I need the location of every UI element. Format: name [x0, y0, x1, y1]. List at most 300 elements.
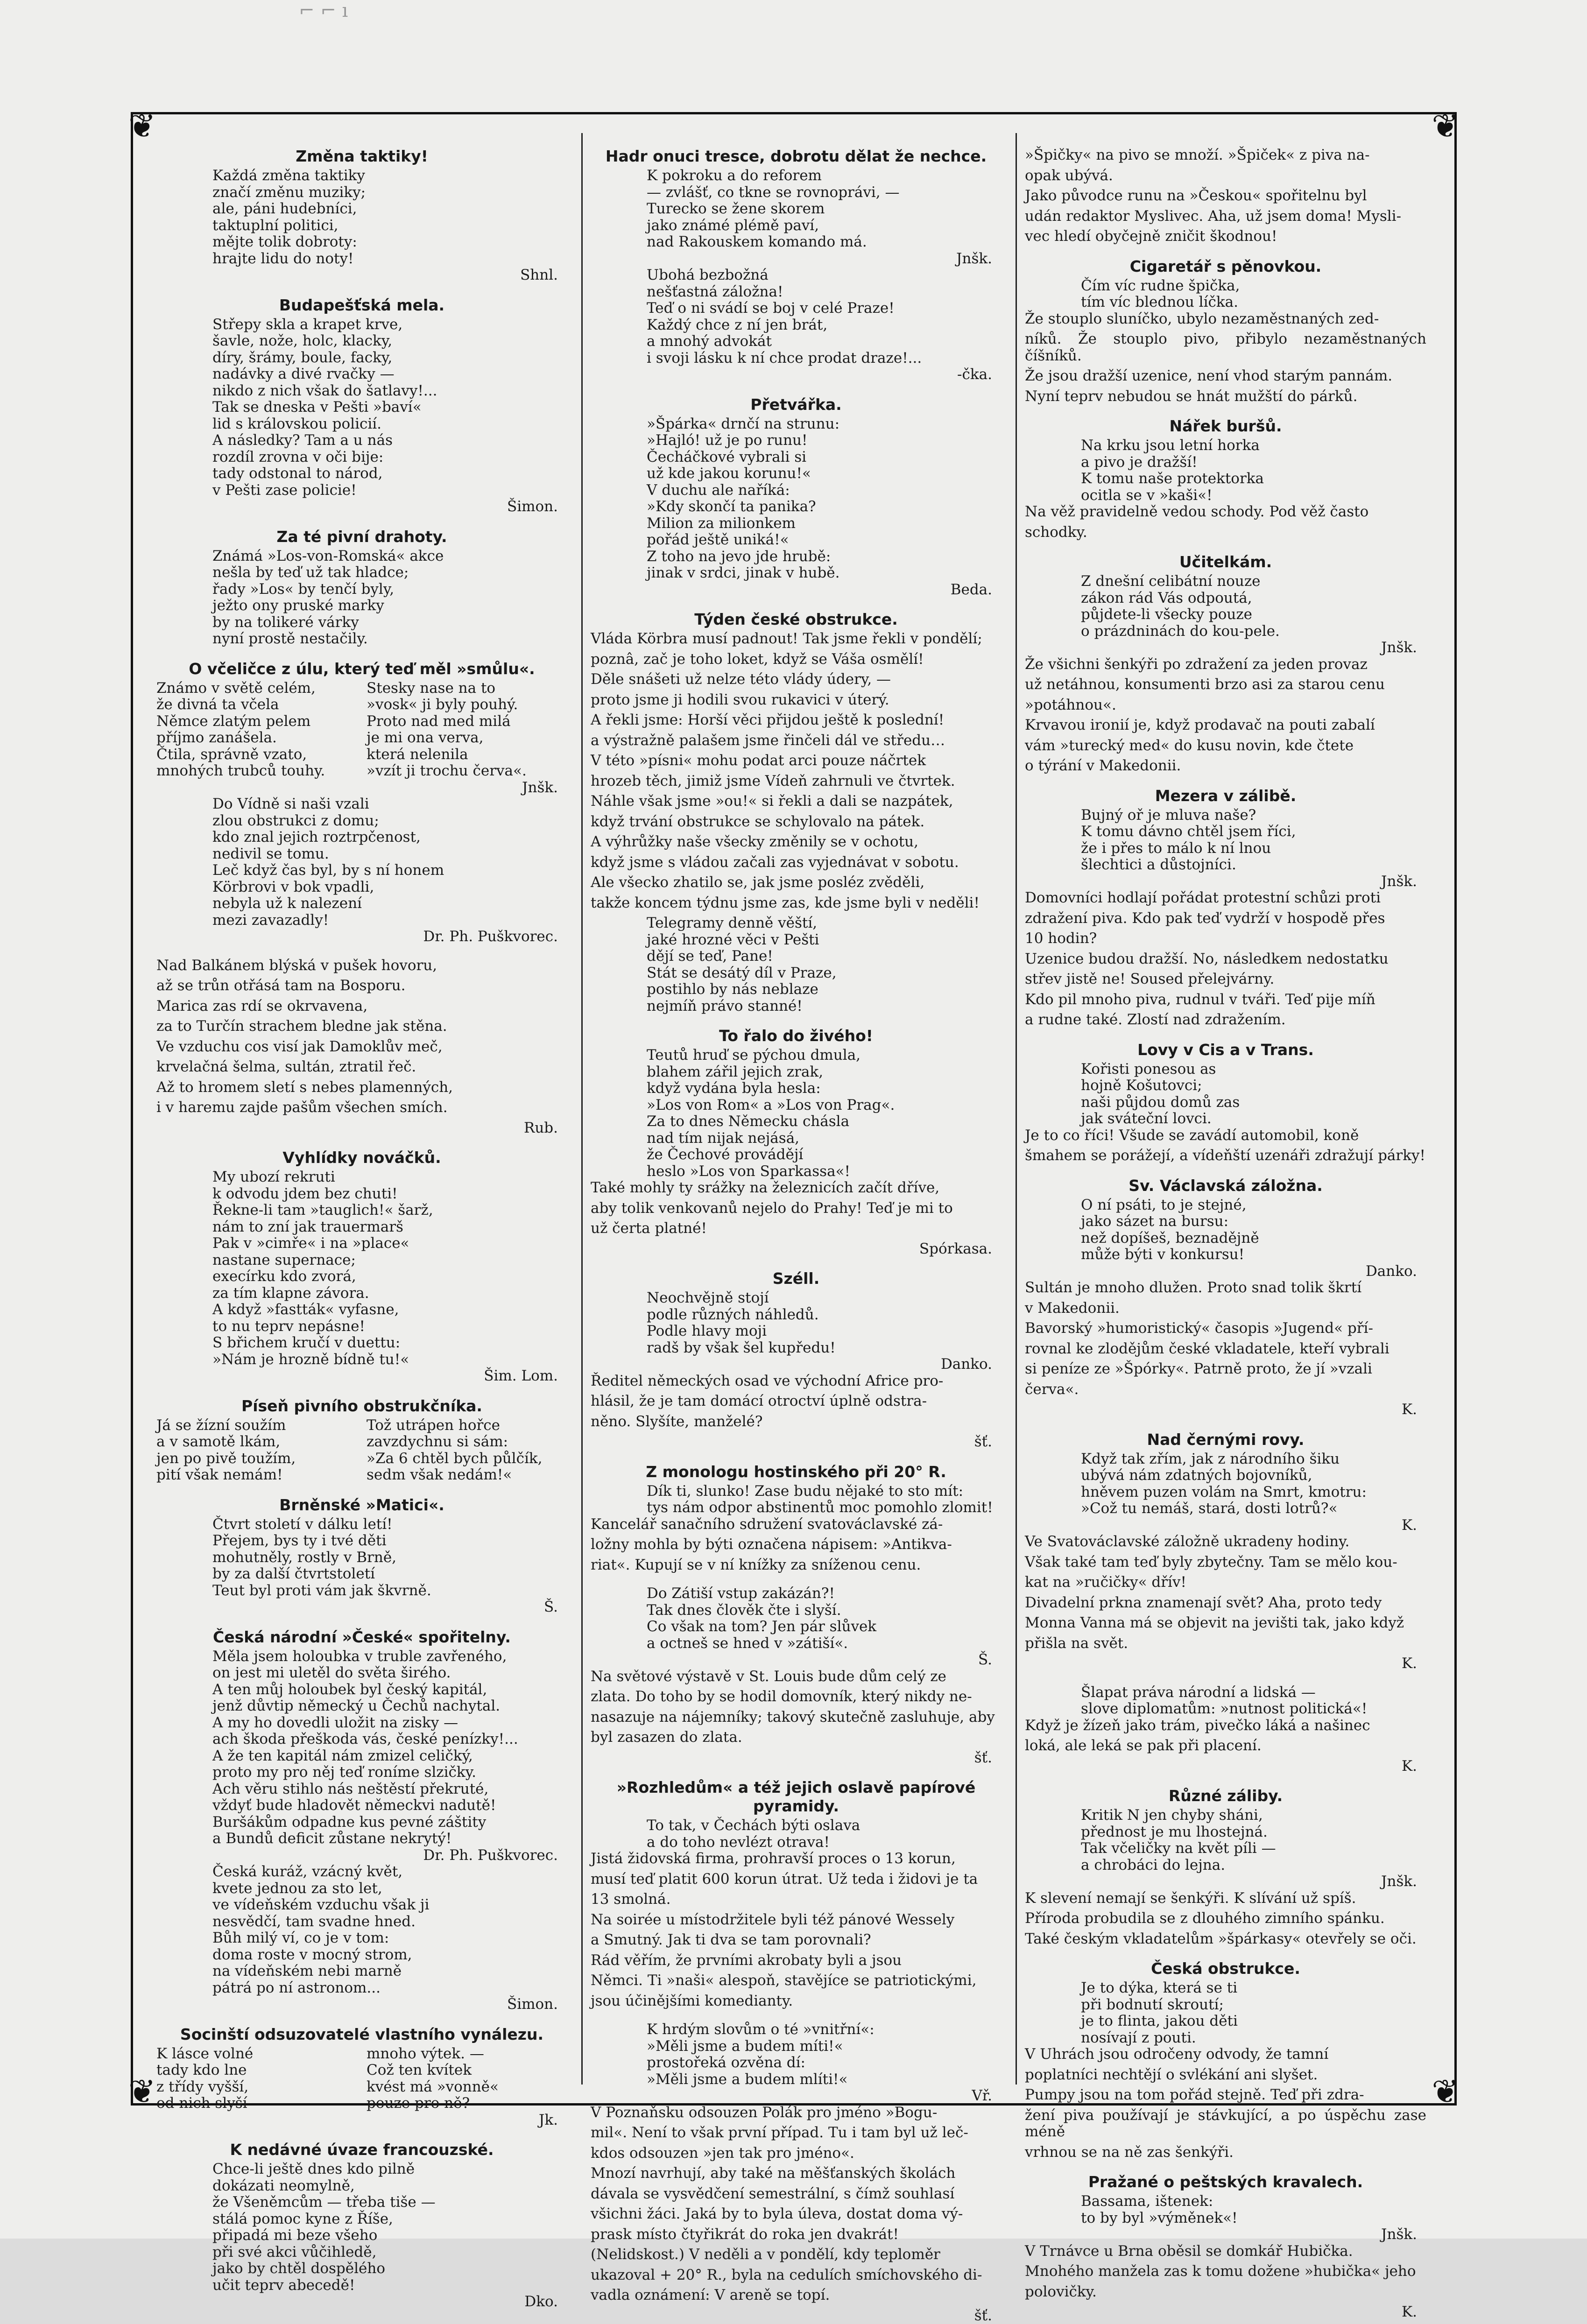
author-signature: Šim. Lom. [156, 1368, 567, 1385]
text-line: nesvědčí, tam svadne hned. [212, 1914, 567, 1930]
text-line: Česká kuráž, vzácný květ, [212, 1864, 567, 1880]
text-line: naši půjdou domů zas [1081, 1094, 1426, 1111]
verse-block [591, 1585, 1002, 1652]
text-line: zavzdychnu si sám: [367, 1434, 567, 1451]
article-title: Píseň pivního obstrukčníka. [156, 1397, 567, 1416]
article-title: Nářek buršů. [1025, 417, 1426, 436]
text-line: Přejem, bys ty i tvé děti [212, 1533, 567, 1549]
text-line: — zvlášť, co tkne se rovnoprávi, — [647, 184, 1002, 201]
author-signature: šť. [591, 1750, 1002, 1767]
text-line: blahem zářil jejich zrak, [647, 1064, 1002, 1081]
text-line: zákon rád Vás odpoutá, [1081, 590, 1426, 607]
verse-block [156, 1169, 567, 1368]
article [591, 395, 1002, 599]
text-line: O ní psáti, to je stejné, [1081, 1197, 1426, 1214]
text-line: nyní prostě nestačily. [212, 631, 567, 648]
prose-block [591, 1669, 1002, 1746]
column-rule [581, 133, 583, 2085]
text-line: Ale všecko zhatilo se, jak jsme posléz zvěděli, [591, 874, 1002, 891]
text-line: přednost je mu lhostejná. [1081, 1824, 1426, 1841]
text-line: nastane supernace; [212, 1252, 567, 1269]
text-line: Nad Balkánem blýská v pušek hovoru, [156, 958, 567, 974]
text-line: Že jsou dražší uzenice, není vhod starým pannám. [1025, 368, 1426, 385]
author-signature: Danko. [591, 1356, 1002, 1373]
verse-block [591, 1817, 1002, 1851]
text-line: než dopíšeš, beznadějně [1081, 1230, 1426, 1247]
text-line: musí teď platit 600 korun útrat. Už teda i židovi je ta [591, 1871, 1002, 1888]
text-line: Každý chce z ní jen brát, [647, 317, 1002, 334]
text-line: kvete jednou za sto let, [212, 1880, 567, 1897]
text-line: on jest mi uletěl do světa širého. [212, 1665, 567, 1682]
text-line: Měla jsem holoubka v truble zavřeného, [212, 1648, 567, 1665]
text-line: Tož utrápen hořce [367, 1417, 567, 1434]
text-line: aby tolik venkovanů nejelo do Prahy! Teď je mi to [591, 1200, 1002, 1217]
text-line: A výhrůžky naše všecky změnily se v ochotu, [591, 834, 1002, 851]
text-line: byl zasazen do zlata. [591, 1729, 1002, 1746]
text-line: Podle hlavy moji [647, 1323, 1002, 1340]
text-line: Monna Vanna má se objevit na jevišti tak, jako když [1025, 1615, 1426, 1632]
text-line: Körbrovi v bok vpadli, [212, 879, 567, 896]
text-line: Mnohého manžela zas k tomu dožene »hubička« jeho [1025, 2263, 1426, 2280]
article-title: Česká obstrukce. [1025, 1959, 1426, 1978]
author-signature: Jnšk. [156, 780, 567, 796]
text-line: Že stouplo sluníčko, ubylo nezaměstnaných zed- [1025, 311, 1426, 328]
text-line: kdos odsouzen »jen tak pro jméno«. [591, 2145, 1002, 2162]
text-line: něno. Slyšíte, manželé? [591, 1414, 1002, 1430]
two-column-verse [156, 680, 567, 780]
text-line: 10 hodin? [1025, 930, 1426, 947]
two-column-verse [156, 2046, 567, 2112]
text-line: nebyla už k nalezení [212, 895, 567, 912]
text-line: a chrobáci do lejna. [1081, 1857, 1426, 1874]
text-line: i v haremu zajde pašům všechen smích. [156, 1099, 567, 1116]
verse-block [1025, 1980, 1426, 2046]
article [591, 1269, 1002, 1451]
author-signature: K. [1025, 1758, 1426, 1775]
article [156, 660, 567, 945]
text-line: Proto nad med milá [367, 713, 567, 730]
text-line: kvést má »vonně« [367, 2079, 567, 2096]
text-line: když trvání obstrukce se schylovalo na pátek. [591, 814, 1002, 831]
article [156, 1628, 567, 2013]
article [156, 2025, 567, 2129]
text-line: by za další čtvrtstoletí [212, 1566, 567, 1583]
article-title: Česká národní »České« spořitelny. [156, 1628, 567, 1647]
verse-block [1025, 278, 1426, 311]
text-line: Teut byl proti vám jak škvrně. [212, 1583, 567, 1599]
verse-block [156, 548, 567, 648]
column-rule [1016, 133, 1017, 2085]
text-line: Jako původce runu na »Českou« spořitelnu byl [1025, 188, 1426, 204]
text-line: Do Zátiší vstup zakázán?! [647, 1585, 1002, 1602]
text-line: a v samotě lkám, [156, 1434, 357, 1451]
author-signature: Jk. [156, 2112, 567, 2129]
prose-block [1025, 504, 1426, 541]
text-line: Kancelář sanačního sdružení svatováclavské zá- [591, 1516, 1002, 1533]
text-line: Však také tam teď byly zbytečny. Tam se mělo kou- [1025, 1554, 1426, 1571]
verse-block [1025, 437, 1426, 504]
article-title: Různé záliby. [1025, 1787, 1426, 1805]
text-line: v Makedonii. [1025, 1300, 1426, 1317]
article [1025, 1787, 1426, 1947]
text-line: jsou účinějšími komedianty. [591, 1993, 1002, 2010]
article [591, 1585, 1002, 1766]
article [591, 610, 1002, 1014]
text-line: V Poznaňsku odsouzen Polák pro jméno »Bogu- [591, 2105, 1002, 2121]
prose-block [591, 2105, 1002, 2304]
article-title: Změna taktiky! [156, 147, 567, 166]
prose-block [1025, 311, 1426, 405]
text-line: schodky. [1025, 524, 1426, 541]
verse-block [156, 317, 567, 499]
text-line: mnohých trubců touhy. [156, 763, 357, 780]
article [1025, 417, 1426, 541]
text-line: Marica zas rdí se okrvavena, [156, 998, 567, 1015]
text-line: S břichem kručí v duettu: [212, 1335, 567, 1352]
author-signature: šť. [591, 2308, 1002, 2324]
author-signature: Danko. [1025, 1263, 1426, 1280]
article [156, 147, 567, 284]
author-signature: Š. [156, 1599, 567, 1616]
text-line: Telegramy denně věští, [647, 915, 1002, 932]
verse-block [1025, 1197, 1426, 1263]
text-line: šlechtici a důstojníci. [1081, 857, 1426, 873]
text-line: riat«. Kupují se v ní knížky za sníženou cenu. [591, 1557, 1002, 1574]
text-line: a Smutný. Jak ti dva se tam porovnali? [591, 1932, 1002, 1949]
text-line: v Pešti zase policie! [212, 482, 567, 499]
text-line: tady kdo lne [156, 2062, 357, 2079]
article-title: »Rozhledům« a též jejich oslavě papírové pyramidy. [591, 1778, 1002, 1816]
text-line: nejmíň právo stanné! [647, 998, 1002, 1015]
verse-block [156, 2161, 567, 2294]
text-line: jako sázet na bursu: [1081, 1213, 1426, 1230]
prose-block [591, 1516, 1002, 1574]
text-line: A následky? Tam a u nás [212, 432, 567, 449]
article [591, 1027, 1002, 1257]
article [1025, 1959, 1426, 2161]
author-signature: Vř. [591, 2088, 1002, 2105]
text-line: ale, páni hudebníci, [212, 201, 567, 218]
prose-block [1025, 147, 1426, 245]
text-line: Na soirée u místodržitele byli též pánové Wessely [591, 1912, 1002, 1929]
text-line: Kořisti ponesou as [1081, 1061, 1426, 1078]
text-line: To tak, v Čechách býti oslava [647, 1817, 1002, 1834]
verse-block [591, 1483, 1002, 1516]
verse-block [591, 2021, 1002, 2088]
text-line: opak ubývá. [1025, 168, 1426, 184]
verse-block [1025, 1451, 1426, 1517]
text-line: A řekli jsme: Horší věci přijdou ještě k poslední! [591, 712, 1002, 729]
text-line: ubývá nám zdatných bojovníků, [1081, 1467, 1426, 1484]
text-line: si peníze ze »Špórky«. Patrně proto, že jí »vzali [1025, 1361, 1426, 1378]
text-line: execírku kdo zvorá, [212, 1268, 567, 1285]
text-line: K slevení nemají se šenkýři. K slívání už spíš. [1025, 1890, 1426, 1907]
text-line: při své akci vůčihledě, [212, 2244, 567, 2261]
text-line: i svoji lásku k ní chce prodat draze!... [647, 350, 1002, 367]
text-line: a octneš se hned v »zátiší«. [647, 1635, 1002, 1652]
text-line: Také českým vkladatelům »špárkasy« otevřely se oči. [1025, 1931, 1426, 1948]
text-line: jenž důvtip německý u Čechů nachytal. [212, 1698, 567, 1715]
text-line: Známá »Los-von-Romská« akce [212, 548, 567, 565]
text-line: »Za 6 chtěl bych půlčík, [367, 1451, 567, 1467]
text-line: proto my pro něj teď roníme slzičky. [212, 1764, 567, 1781]
prose-block [1025, 1127, 1426, 1164]
two-column-verse [156, 1417, 567, 1484]
article-title: O včeličce z úlu, který teď měl »smůlu«. [156, 660, 567, 678]
text-line: Čím víc rudne špička, [1081, 278, 1426, 295]
text-line: pátrá po ní astronom... [212, 1980, 567, 1997]
verse-block [591, 267, 1002, 366]
article [1025, 1176, 1426, 1418]
verse-block [1025, 1684, 1426, 1718]
text-line: zlou obstrukci z domu; [212, 813, 567, 830]
text-line: poznâ, zač je toho loket, když se Váša osmělí! [591, 651, 1002, 668]
text-line: mnoho výtek. — [367, 2046, 567, 2063]
text-line: Na krku jsou letní horka [1081, 437, 1426, 454]
article [156, 958, 567, 1137]
text-line: pouze pro ně? [367, 2095, 567, 2112]
author-signature: Shnl. [156, 267, 567, 284]
text-line: (Nelidskost.) V neděli a v pondělí, kdy teploměr [591, 2247, 1002, 2263]
text-line: stálá pomoc kyne z Říše, [212, 2211, 567, 2228]
text-line: za to Turčín strachem bledne jak stěna. [156, 1018, 567, 1035]
text-line: pití však nemám! [156, 1467, 357, 1484]
text-line: půjdete-li všecky pouze [1081, 606, 1426, 623]
text-line: dějí se teď, Pane! [647, 948, 1002, 965]
text-line: Stát se desátý díl v Praze, [647, 965, 1002, 982]
text-line: Bůh milý ví, co je v tom: [212, 1930, 567, 1947]
text-line: pořád ještě uniká!« [647, 532, 1002, 549]
author-signature: K. [1025, 1401, 1426, 1418]
text-line: K tomu naše protektorka [1081, 471, 1426, 487]
text-line: Tak se dneska v Pešti »baví« [212, 399, 567, 416]
article [1025, 2173, 1426, 2321]
prose-block [1025, 1718, 1426, 1754]
text-line: Náhle však jsme »ou!« si řekli a dali se nazpátek, [591, 793, 1002, 810]
verse-block [1025, 1807, 1426, 1873]
ornament-corner-icon: ❦ [128, 110, 156, 142]
verse-left [156, 2046, 357, 2112]
text-line: je mi ona verva, [367, 730, 567, 746]
author-signature: Rub. [156, 1120, 567, 1137]
text-line: může býti v konkursu! [1081, 1247, 1426, 1263]
text-line: A že ten kapitál nám zmizel celičký, [212, 1748, 567, 1765]
verse-block [1025, 573, 1426, 640]
text-line: taktuplní politici, [212, 218, 567, 234]
article [156, 1148, 567, 1385]
text-line: Na světové výstavě v St. Louis bude dům celý ze [591, 1669, 1002, 1685]
text-line: že Čechové provádějí [647, 1147, 1002, 1163]
text-line: Chce-li ještě dnes kdo pilně [212, 2161, 567, 2178]
text-line: z třídy vyšší, [156, 2079, 357, 2096]
text-line: ve vídeňském vzduchu však ji [212, 1897, 567, 1914]
text-line: My ubozí rekruti [212, 1169, 567, 1186]
text-line: jaké hrozné věci v Pešti [647, 932, 1002, 949]
text-line: prask místo čtyřikrát do roka jen dvakrát! [591, 2226, 1002, 2243]
text-line: o prázdninách do kou-pele. [1081, 623, 1426, 640]
author-signature: Š. [591, 1652, 1002, 1669]
text-line: polovičky. [1025, 2284, 1426, 2301]
text-line: mezi zavazadly! [212, 912, 567, 929]
text-line: Za to dnes Německu chásla [647, 1113, 1002, 1130]
article-title: Z monologu hostinského při 20° R. [591, 1463, 1002, 1481]
article [591, 2021, 1002, 2324]
ornament-corner-icon: ❦ [1432, 2075, 1459, 2108]
text-line: Na věž pravidelně vedou schody. Pod věž často [1025, 504, 1426, 521]
text-line: šmahem se porážejí, a vídeňští uzenáři zdražují párky! [1025, 1148, 1426, 1164]
text-line: už netáhnou, konsumenti brzo asi za starou cenu [1025, 676, 1426, 693]
text-line: tys nám odpor abstinentů moc pomohlo zlomit! [647, 1500, 1002, 1516]
article-title: Vyhlídky nováčků. [156, 1148, 567, 1167]
text-line: Buršákům odpadne kus pevné záštity [212, 1814, 567, 1831]
text-line: Ubohá bezbožná [647, 267, 1002, 284]
author-signature: Dko. [156, 2294, 567, 2310]
text-line: V této »písni« mohu podat arci pouze náčrtek [591, 753, 1002, 769]
article-title: Nad černými rovy. [1025, 1430, 1426, 1449]
text-line: kdo znal jejich roztrpčenost, [212, 829, 567, 846]
text-line: vždyť bude hladovět německvi nadutě! [212, 1797, 567, 1814]
text-line: 13 smolná. [591, 1891, 1002, 1908]
prose-block [591, 1373, 1002, 1430]
text-line: Šlapat práva národní a lidská — [1081, 1684, 1426, 1701]
article [1025, 787, 1426, 1028]
text-line: Domovníci hodlají pořádat protestní schůzi proti [1025, 890, 1426, 907]
text-line: prostořeká ozvěna dí: [647, 2055, 1002, 2071]
text-line: Kdo pil mnoho piva, rudnul v tváři. Teď pije míň [1025, 992, 1426, 1008]
text-line: Turecko se žene skorem [647, 201, 1002, 218]
text-line: Dík ti, slunko! Zase budu nějaké to sto mít: [647, 1483, 1002, 1500]
text-line: lid s královskou policií. [212, 416, 567, 433]
author-signature: -čka. [591, 366, 1002, 383]
text-line: »Hajló! už je po runu! [647, 432, 1002, 449]
text-line: poplatníci nechtějí o svlékání ani slyšet. [1025, 2067, 1426, 2084]
column-3 [1025, 147, 1426, 2075]
text-line: nám to zní jak trauermarš [212, 1219, 567, 1236]
prose-block [1025, 1890, 1426, 1948]
author-signature: Dr. Ph. Puškvorec. [156, 929, 567, 945]
text-line: kat na »ručičky« dřív! [1025, 1574, 1426, 1591]
author-signature: Jnšk. [1025, 1873, 1426, 1890]
text-line: díry, šrámy, boule, facky, [212, 350, 567, 366]
text-line: Děle snášeti už nelze této vlády údery, — [591, 671, 1002, 688]
text-line: Tak včeličky na květ píli — [1081, 1840, 1426, 1857]
text-line: Pak v »cimře« i na »place« [212, 1235, 567, 1252]
text-line: ložny mohla by býti označena nápisem: »Antikva- [591, 1536, 1002, 1553]
text-line: když jsme s vládou začali zas vyjednávat v sobotu. [591, 854, 1002, 871]
text-line: mějte tolik dobroty: [212, 234, 567, 251]
article [156, 296, 567, 515]
text-line: to by byl »výměnek«! [1081, 2210, 1426, 2227]
text-line: červa«. [1025, 1381, 1426, 1398]
prose-block [1025, 890, 1426, 1028]
text-line: A my ho dovedli uložit na zisky — [212, 1715, 567, 1732]
text-line: ach škoda přeškoda vás, české penízky!... [212, 1731, 567, 1748]
text-line: Až to hromem sletí s nebes plamenných, [156, 1079, 567, 1096]
author-signature: Šimon. [156, 499, 567, 515]
text-line: Ve Svatováclavské záložně ukradeny hodiny. [1025, 1534, 1426, 1550]
article [1025, 1041, 1426, 1164]
text-line: která nelenila [367, 746, 567, 763]
text-line: Také mohly ty srážky na železnicích začít dříve, [591, 1180, 1002, 1197]
text-line: jinak v srdci, jinak v hubě. [647, 565, 1002, 582]
article [1025, 1430, 1426, 1672]
text-line: Mnozí navrhují, aby také na měšťanských školách [591, 2165, 1002, 2182]
article-title: Széll. [591, 1269, 1002, 1288]
text-line: když vydána byla hesla: [647, 1080, 1002, 1097]
text-line: to nu teprv nepásne! [212, 1318, 567, 1335]
text-line: jak sváteční lovci. [1081, 1111, 1426, 1127]
verse-block [156, 796, 567, 929]
text-line: sedm však nedám!« [367, 1467, 567, 1484]
text-line: šavle, nože, holc, klacky, [212, 333, 567, 350]
text-line: žení piva používají je stávkující, a po úspěchu zase méně [1025, 2107, 1426, 2141]
author-signature: Jnšk. [1025, 640, 1426, 656]
text-line: vadla oznámení: V areně se topí. [591, 2287, 1002, 2304]
text-line: Čecháčkové vybrali si [647, 449, 1002, 466]
prose-block [591, 1180, 1002, 1237]
verse-block [591, 915, 1002, 1014]
text-line: »Špárka« drnčí na strunu: [647, 416, 1002, 433]
text-line: Střepy skla a krapet krve, [212, 317, 567, 333]
text-line: nad Rakouskem komando má. [647, 234, 1002, 251]
text-line: takže koncem týdnu jsme zas, kde jsme byli v neděli! [591, 895, 1002, 912]
text-line: »vzít ji trochu červa«. [367, 763, 567, 780]
verse-block [591, 1290, 1002, 1356]
text-line: Ve vzduchu cos visí jak Damoklův meč, [156, 1039, 567, 1056]
text-line: nešla by teď už tak hladce; [212, 564, 567, 581]
text-line: vrhnou se na ně zas šenkýři. [1025, 2144, 1426, 2161]
text-line: hrozeb těch, jimiž jsme Vídeň zahrnuli ve čtvrtek. [591, 773, 1002, 790]
text-line: že i přes to málo k ní lnou [1081, 840, 1426, 857]
text-line: Z toho na jevo jde hrubě: [647, 549, 1002, 565]
text-line: udán redaktor Myslivec. Aha, už jsem doma! Mysli- [1025, 208, 1426, 225]
text-line: připadá mi beze všeho [212, 2227, 567, 2244]
article [156, 2141, 567, 2310]
article [1025, 257, 1426, 405]
text-line: Bavorský »humoristický« časopis »Jugend« pří- [1025, 1320, 1426, 1337]
text-line: už čerta platné! [591, 1220, 1002, 1237]
prose-block [591, 631, 1002, 911]
prose-block [1025, 656, 1426, 775]
text-line: Stesky nase na to [367, 680, 567, 697]
article-title: Budapešťská mela. [156, 296, 567, 315]
text-line: K pokroku a do reforem [647, 168, 1002, 184]
article-title: Přetvářka. [591, 395, 1002, 414]
article-title: Hadr onuci tresce, dobrotu dělat že nechce. [591, 147, 1002, 166]
text-line: zlata. Do toho by se hodil domovník, který nikdy ne- [591, 1689, 1002, 1705]
text-line: »Špičky« na pivo se množí. »Špiček« z piva na- [1025, 147, 1426, 164]
text-line: nosívají z pouti. [1081, 2030, 1426, 2047]
text-line: Teď o ni svádí se boj v celé Praze! [647, 300, 1002, 317]
text-line: Milion za milionkem [647, 515, 1002, 532]
text-line: Bassama, ištenek: [1081, 2193, 1426, 2210]
article [156, 1397, 567, 1484]
text-line: »Kdy skončí ta panika? [647, 499, 1002, 515]
article [1025, 147, 1426, 245]
ornament-corner-icon: ❦ [1432, 110, 1459, 142]
text-line: »Měli jsme a budem míti!« [647, 2038, 1002, 2055]
text-line: Neochvějně stojí [647, 1290, 1002, 1307]
text-line: K lásce volné [156, 2046, 357, 2063]
text-line: Do Vídně si naši vzali [212, 796, 567, 813]
page-smudge: ⌐ ⌐ ı [299, 0, 378, 26]
text-line: Krvavou ironií je, když prodavač na pouti zabalí [1025, 717, 1426, 734]
text-line: Teutů hruď se pýchou dmula, [647, 1047, 1002, 1064]
article [156, 528, 567, 648]
text-line: až se trůn otřásá tam na Bosporu. [156, 978, 567, 994]
text-line: a výstražně palašem jsme řinčeli dál ve středu… [591, 732, 1002, 749]
text-line: »Měli jsme a budem mlíti!« [647, 2071, 1002, 2088]
